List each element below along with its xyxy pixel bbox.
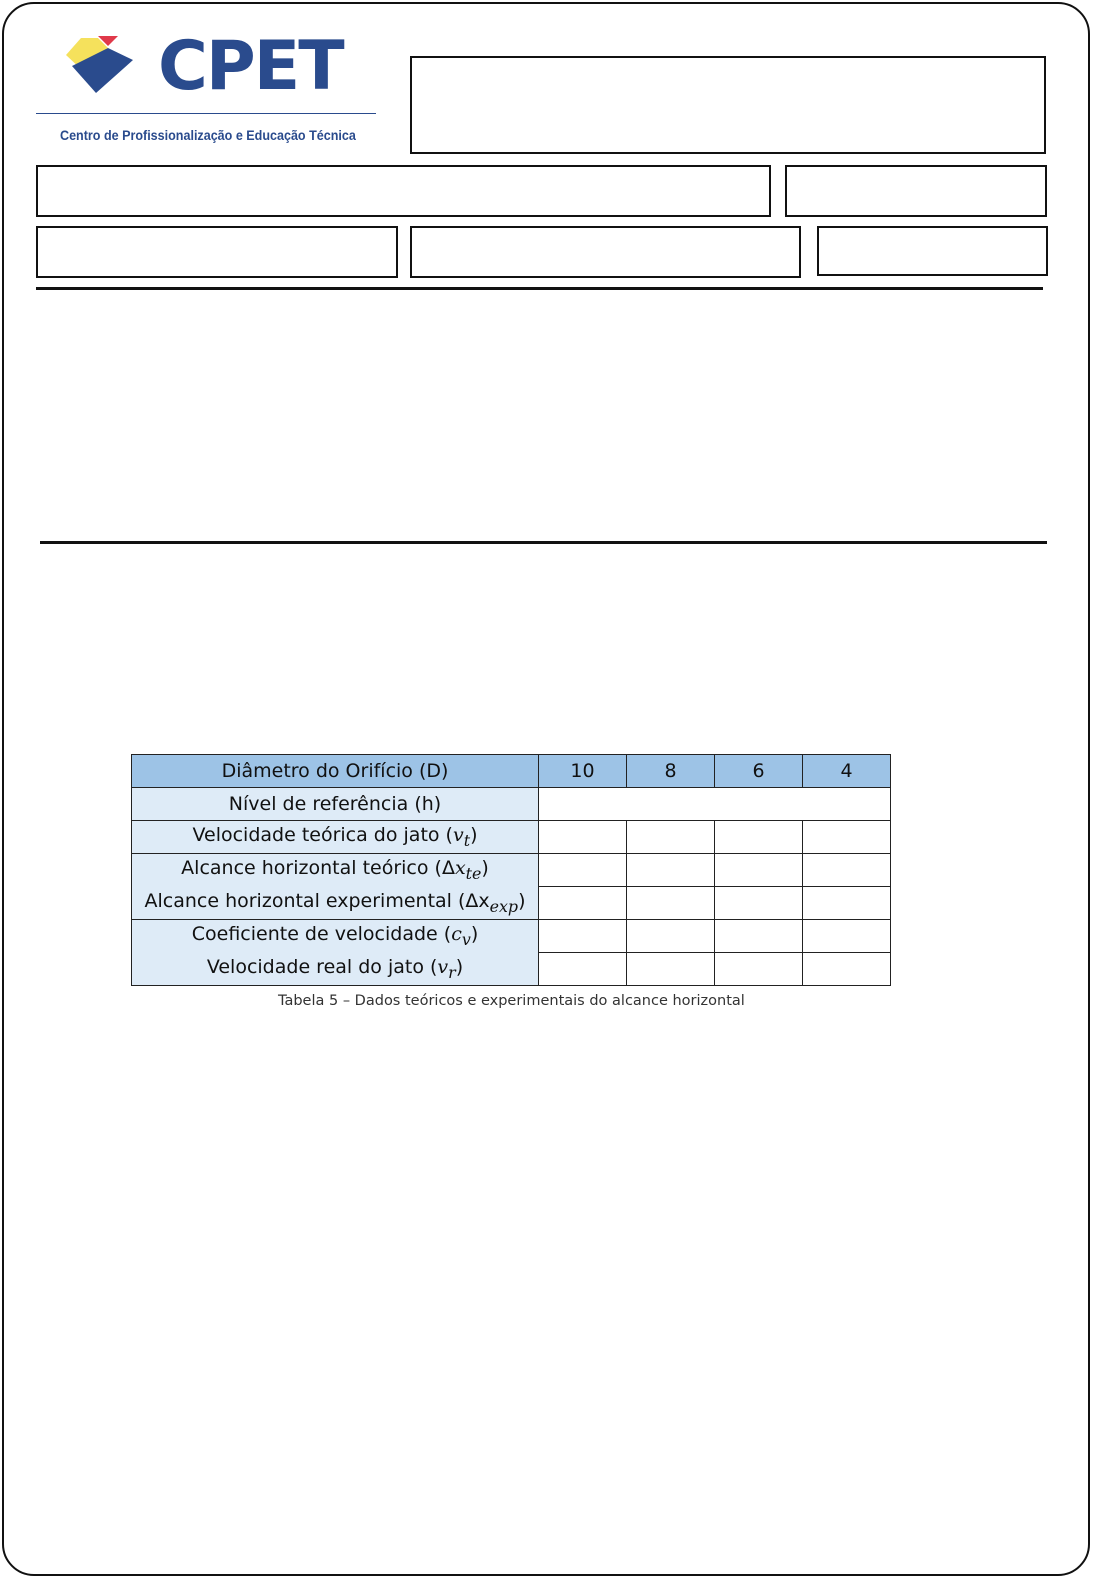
cpet-logo-icon — [58, 33, 148, 103]
value-cell[interactable] — [803, 887, 891, 920]
diameter-header: Diâmetro do Orifício (D) — [132, 755, 539, 788]
number-field[interactable] — [785, 165, 1047, 217]
row-label-nivel: Nível de referência (h) — [132, 788, 539, 821]
value-cell[interactable] — [539, 953, 627, 986]
row-label-vel-teorica: Velocidade teórica do jato $(v_t)$ — [132, 821, 539, 854]
table-row — [132, 854, 891, 887]
diameter-10: 10 — [539, 755, 627, 788]
value-cell[interactable] — [627, 854, 715, 887]
table-row — [132, 920, 891, 953]
title-field[interactable] — [410, 56, 1046, 154]
row-label-vel-real: Velocidade real do jato $(v_r)$ — [132, 953, 539, 986]
date-field[interactable] — [817, 226, 1048, 276]
name-field[interactable] — [36, 165, 771, 217]
value-cell[interactable] — [539, 821, 627, 854]
row-label-coef: Coeficiente de velocidade $(c_v)$ — [132, 920, 539, 953]
diameter-8: 8 — [627, 755, 715, 788]
cpet-logo — [58, 27, 358, 106]
course-field[interactable] — [410, 226, 801, 278]
value-cell[interactable] — [539, 920, 627, 953]
value-cell[interactable] — [539, 887, 627, 920]
logo-divider — [36, 113, 376, 114]
nivel-value-cell[interactable] — [539, 788, 891, 821]
value-cell[interactable] — [539, 854, 627, 887]
section-rule — [40, 541, 1047, 544]
value-cell[interactable] — [627, 920, 715, 953]
value-cell[interactable] — [627, 887, 715, 920]
table-row — [132, 821, 891, 854]
value-cell[interactable] — [715, 887, 803, 920]
cpet-wordmark: CPET — [158, 27, 343, 106]
value-cell[interactable] — [627, 821, 715, 854]
table-row — [132, 953, 891, 986]
row-label-alc-exp: Alcance horizontal experimental $(\Delta x_{exp})$ — [132, 887, 539, 920]
table-caption: Tabela 5 – Dados teóricos e experimentais do alcance horizontal — [278, 993, 745, 1009]
row-label-alc-teorico: Alcance horizontal teórico $(\Delta x_{te})$ — [132, 854, 539, 887]
value-cell[interactable] — [627, 953, 715, 986]
horizontal-range-table — [131, 754, 891, 986]
value-cell[interactable] — [715, 953, 803, 986]
table-row — [132, 788, 891, 821]
diameter-6: 6 — [715, 755, 803, 788]
header-rule — [36, 287, 1043, 290]
value-cell[interactable] — [803, 854, 891, 887]
value-cell[interactable] — [715, 920, 803, 953]
value-cell[interactable] — [803, 953, 891, 986]
table-header-row — [132, 755, 891, 788]
value-cell[interactable] — [715, 821, 803, 854]
class-field[interactable] — [36, 226, 398, 278]
logo-tagline: Centro de Profissionalização e Educação Técnica — [60, 128, 356, 143]
value-cell[interactable] — [715, 854, 803, 887]
table-row — [132, 887, 891, 920]
diameter-4: 4 — [803, 755, 891, 788]
value-cell[interactable] — [803, 821, 891, 854]
value-cell[interactable] — [803, 920, 891, 953]
